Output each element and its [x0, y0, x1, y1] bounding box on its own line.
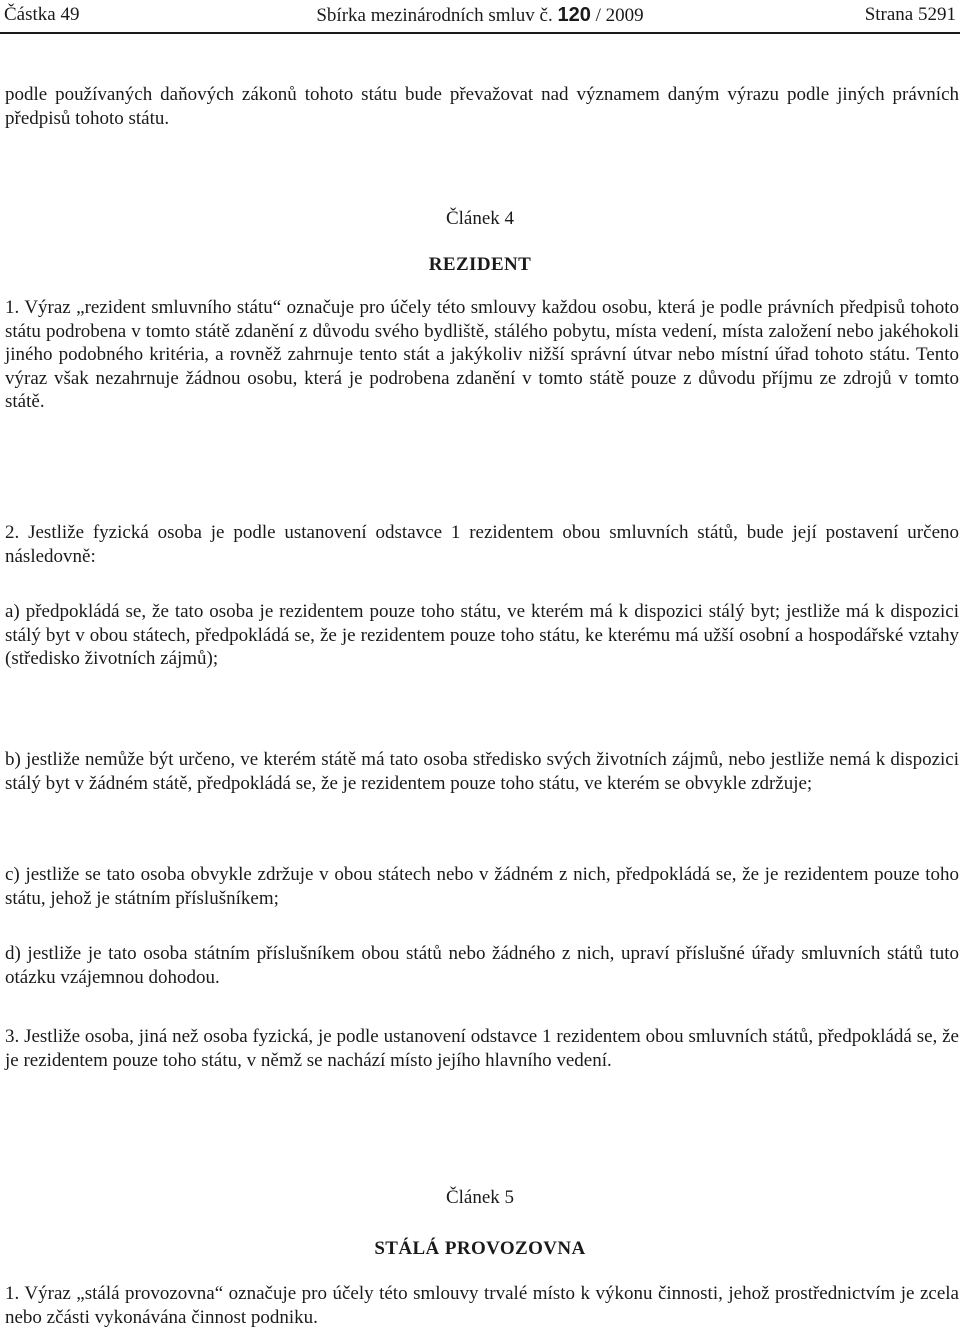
article-4-item-d: d) jestliže je tato osoba státním příslušníkem obou států nebo žádného z nich, upraví příslušné úřady smluvních států tuto otázku vzájemnou dohodou. — [5, 943, 959, 988]
article-4-heading: REZIDENT — [428, 254, 532, 275]
intro-paragraph: podle používaných daňových zákonů tohoto státu bude převažovat nad významem daným výrazu podle jiných právních předpisů tohoto státu. — [5, 84, 959, 129]
article-5-paragraph-1: 1. Výraz „stálá provozovna“ označuje pro účely této smlouvy trvalé místo k výkonu činnosti, jehož prostřednictvím je zcela nebo zčásti vykonávána činnost podniku. — [5, 1283, 959, 1328]
header-collection-year: / 2009 — [595, 5, 644, 26]
article-4-paragraph-1: 1. Výraz „rezident smluvního státu“ označuje pro účely této smlouvy každou osobu, která je podle právních předpisů tohoto státu podrobena v tomto státě zdanění z důvodu svého bydliště, stálého pobytu, místa vedení, místa založení nebo jakéhokoli jiného podobného kritéria, a rovněž zahrnuje tento stát a jakýkoliv nižší správní útvar nebo místní úřad tohoto státu. Tento výraz však nezahrnuje žádnou osobu, která je podrobena zdanění v tomto státě pouze z důvodu příjmu ze zdrojů v tomto státě. — [5, 297, 959, 412]
header-collection — [0, 4, 960, 27]
article-4-item-a: a) předpokládá se, že tato osoba je rezidentem pouze toho státu, ve kterém má k dispozici stálý byt; jestliže má k dispozici stálý byt v obou státech, předpokládá se, že je rezidentem pouze toho státu, ke kterému má užší osobní a hospodářské vztahy (středisko životních zájmů); — [5, 601, 959, 669]
article-4-item-b: b) jestliže nemůže být určeno, ve kterém státě má tato osoba středisko svých životních zájmů, nebo jestliže nemá k dispozici stálý byt v žádném státě, předpokládá se, že je rezidentem pouze toho státu, ve kterém se obvykle zdržuje; — [5, 749, 959, 794]
header-collection-name: Sbírka mezinárodních smluv č. — [316, 5, 553, 26]
article-5-heading: STÁLÁ PROVOZOVNA — [374, 1238, 586, 1259]
article-4-title: Článek 4 — [445, 208, 515, 229]
header-divider — [0, 32, 960, 34]
header-page-number: Strana 5291 — [864, 4, 956, 25]
article-4-item-c: c) jestliže se tato osoba obvykle zdržuje v obou státech nebo v žádném z nich, předpokládá se, že je rezidentem pouze toho státu, jehož je státním příslušníkem; — [5, 864, 959, 909]
article-4-paragraph-3: 3. Jestliže osoba, jiná než osoba fyzická, je podle ustanovení odstavce 1 rezidentem obou smluvních států, předpokládá se, že je rezidentem pouze toho státu, v němž se nachází místo jejího hlavního vedení. — [5, 1026, 959, 1071]
header-issue: Částka 49 — [4, 4, 80, 25]
article-4-paragraph-2: 2. Jestliže fyzická osoba je podle ustanovení odstavce 1 rezidentem obou smluvních států, bude její postavení určeno následovně: — [5, 522, 959, 567]
header-collection-number: 120 — [557, 4, 591, 26]
page-header — [0, 0, 960, 34]
article-5-title: Článek 5 — [445, 1187, 515, 1208]
